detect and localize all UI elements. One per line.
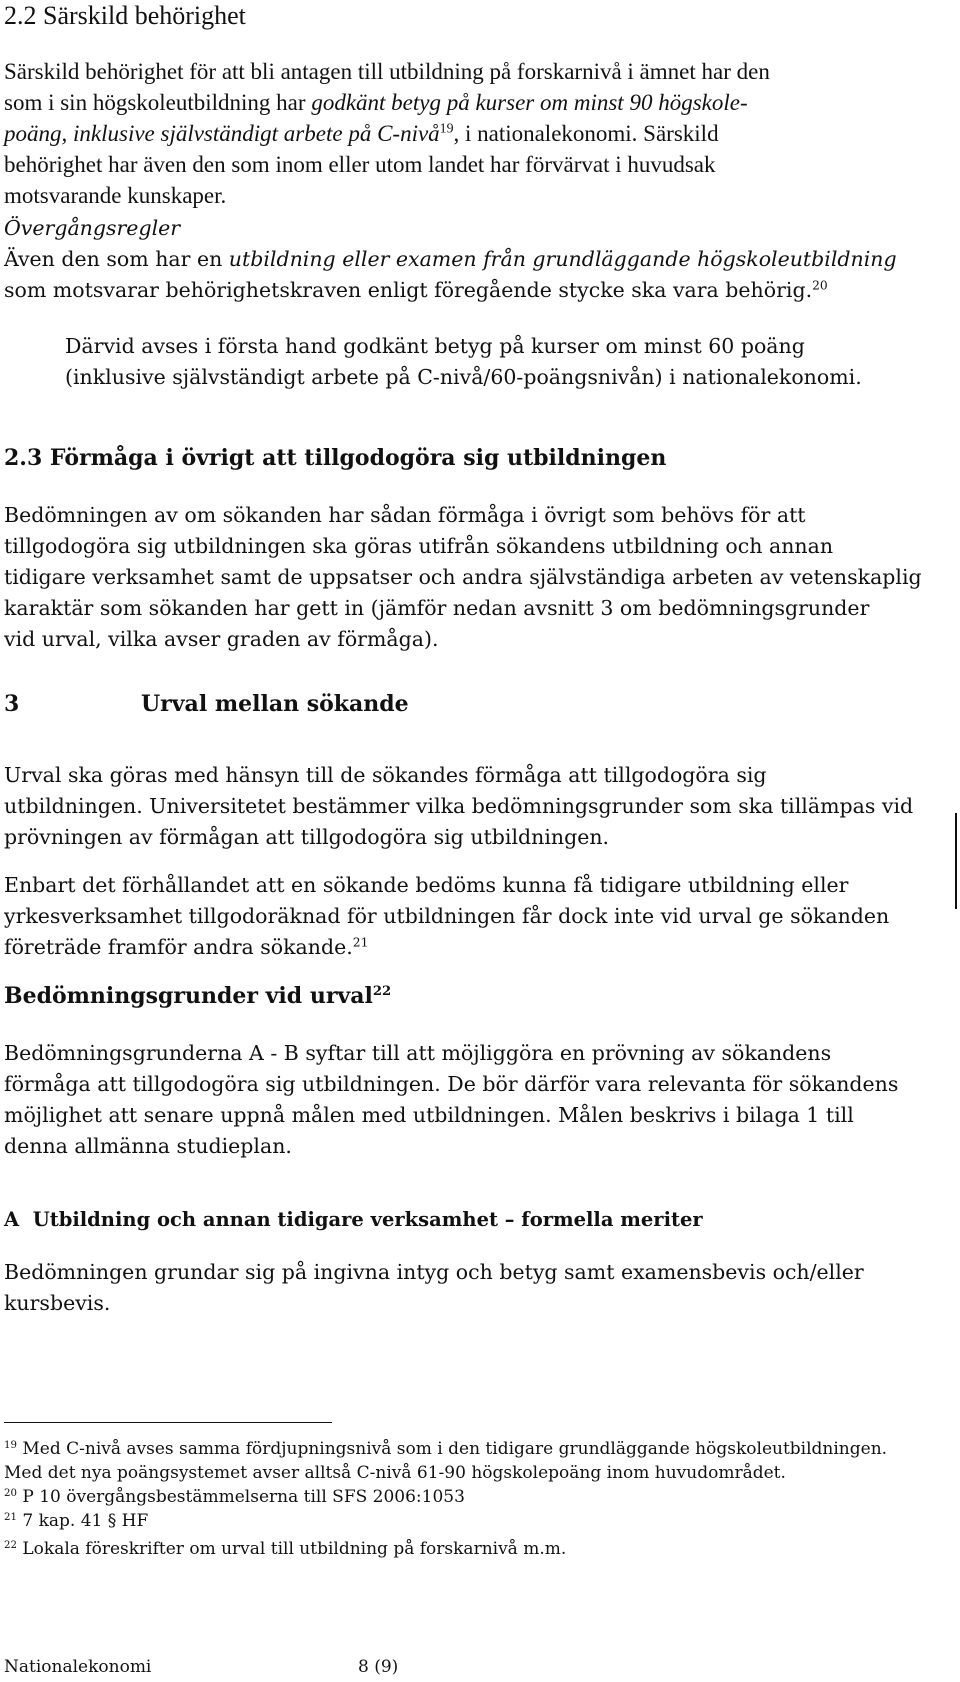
text-line: Bedömningen av om sökanden har sådan förmåga i övrigt som behövs för att xyxy=(4,503,806,527)
footnote-22: $^{22}$ Lokala föreskrifter om urval till utbildning på forskarnivå m.m. xyxy=(4,1539,567,1559)
text-line: behörighet har även den som inom eller utom landet har förvärvat i huvudsak xyxy=(4,152,716,177)
text-line: företräde framför andra sökande.$^{21}$ xyxy=(4,935,369,959)
footer-course-name: Nationalekonomi xyxy=(4,1657,152,1677)
text-line: Urval ska göras med hänsyn till de sökandes förmåga att tillgodogöra sig xyxy=(4,763,767,787)
text-line: utbildningen. Universitetet bestämmer vilka bedömningsgrunder som ska tillämpas vid xyxy=(4,794,914,818)
text-line: Enbart det förhållandet att en sökande bedöms kunna få tidigare utbildning eller xyxy=(4,873,849,897)
text-line: denna allmänna studieplan. xyxy=(4,1134,292,1158)
text-line: som i sin högskoleutbildning har godkänt betyg på kurser om minst 90 högskole- xyxy=(4,90,748,115)
text-line: tidigare verksamhet samt de uppsatser och andra självständiga arbeten av vetenskaplig xyxy=(4,565,922,589)
subsection-heading-a: A Utbildning och annan tidigare verksamhet – formella meriter xyxy=(4,1208,703,1231)
text-line: vid urval, vilka avser graden av förmåga). xyxy=(4,627,439,651)
paragraph-ability xyxy=(4,500,956,655)
text-line: kursbevis. xyxy=(4,1291,111,1315)
footer-page-number: 8 (9) xyxy=(358,1657,399,1677)
paragraph-criteria xyxy=(4,1038,956,1162)
text-line: poäng, inklusive självständigt arbete på C-nivå$^{19}$, i nationalekonomi. Särskild xyxy=(4,120,719,146)
section-heading-3: Urval mellan sökande xyxy=(141,691,409,717)
text-line: Särskild behörighet för att bli antagen till utbildning på forskarnivå i ämnet har den xyxy=(4,59,770,84)
section-sign-icon: § xyxy=(107,1511,117,1531)
transition-rules-label: Övergångsregler xyxy=(4,216,181,240)
footnote-ref-21: 21 xyxy=(352,935,369,950)
text-line: möjlighet att senare uppnå målen med utbildningen. Målen beskrivs i bilaga 1 till xyxy=(4,1103,854,1127)
footnote-ref-22: 22 xyxy=(372,984,392,1000)
text-line: Även den som har en utbildning eller examen från grundläggande högskoleutbildning xyxy=(4,247,897,271)
footnote-20: $^{20}$ P 10 övergångsbestämmelserna till SFS 2006:1053 xyxy=(4,1487,465,1507)
text-line: förmåga att tillgodogöra sig utbildningen. De bör därför vara relevanta för sökandens xyxy=(4,1072,899,1096)
footnote-21: $^{21}$ 7 kap. 41 § HF xyxy=(4,1511,149,1531)
section-number-3: 3 xyxy=(4,691,20,717)
text-line: motsvarande kunskaper. xyxy=(4,183,227,208)
paragraph-indented xyxy=(65,331,960,393)
text-line: prövningen av förmågan att tillgodogöra sig utbildningen. xyxy=(4,825,610,849)
text-line: (inklusive självständigt arbete på C-nivå/60-poängsnivån) i nationalekonomi. xyxy=(65,365,862,389)
paragraph-formal-merits xyxy=(4,1257,956,1319)
paragraph-selection-2 xyxy=(4,870,956,963)
section-heading-2-3: 2.3 Förmåga i övrigt att tillgodogöra sig utbildningen xyxy=(4,445,667,471)
footnote-19-cont: Med det nya poängsystemet avser alltså C-nivå 61-90 högskolepoäng inom huvudområdet. xyxy=(4,1463,786,1483)
paragraph-transition xyxy=(4,244,956,306)
section-heading-2-2: 2.2 Särskild behörighet xyxy=(4,1,246,30)
footnote-ref-20: 20 xyxy=(812,278,828,293)
text-line: yrkesverksamhet tillgodoräknad för utbildningen får dock inte vid urval ge sökanden xyxy=(4,904,890,928)
paragraph-special-eligibility xyxy=(4,56,956,211)
text-line: karaktär som sökanden har gett in (jämför nedan avsnitt 3 om bedömningsgrunder xyxy=(4,596,870,620)
criteria-heading: Bedömningsgrunder vid urval$^{22}$ xyxy=(4,983,392,1009)
footnote-separator xyxy=(4,1422,332,1423)
footnote-19: $^{19}$ Med C-nivå avses samma fördjupningsnivå som i den tidigare grundläggande högskoleutbildningen. xyxy=(4,1439,888,1459)
text-line: Bedömningsgrunderna A - B syftar till att möjliggöra en prövning av sökandens xyxy=(4,1041,832,1065)
paragraph-selection-1 xyxy=(4,760,956,853)
text-line: Därvid avses i första hand godkänt betyg på kurser om minst 60 poäng xyxy=(65,334,805,358)
footnotes xyxy=(4,1437,956,1561)
text-line: Bedömningen grundar sig på ingivna intyg och betyg samt examensbevis och/eller xyxy=(4,1260,864,1284)
text-line: som motsvarar behörighetskraven enligt föregående stycke ska vara behörig.$^{20}$ xyxy=(4,278,828,302)
text-line: tillgodogöra sig utbildningen ska göras utifrån sökandens utbildning och annan xyxy=(4,534,834,558)
footnote-ref-19: 19 xyxy=(439,120,454,136)
